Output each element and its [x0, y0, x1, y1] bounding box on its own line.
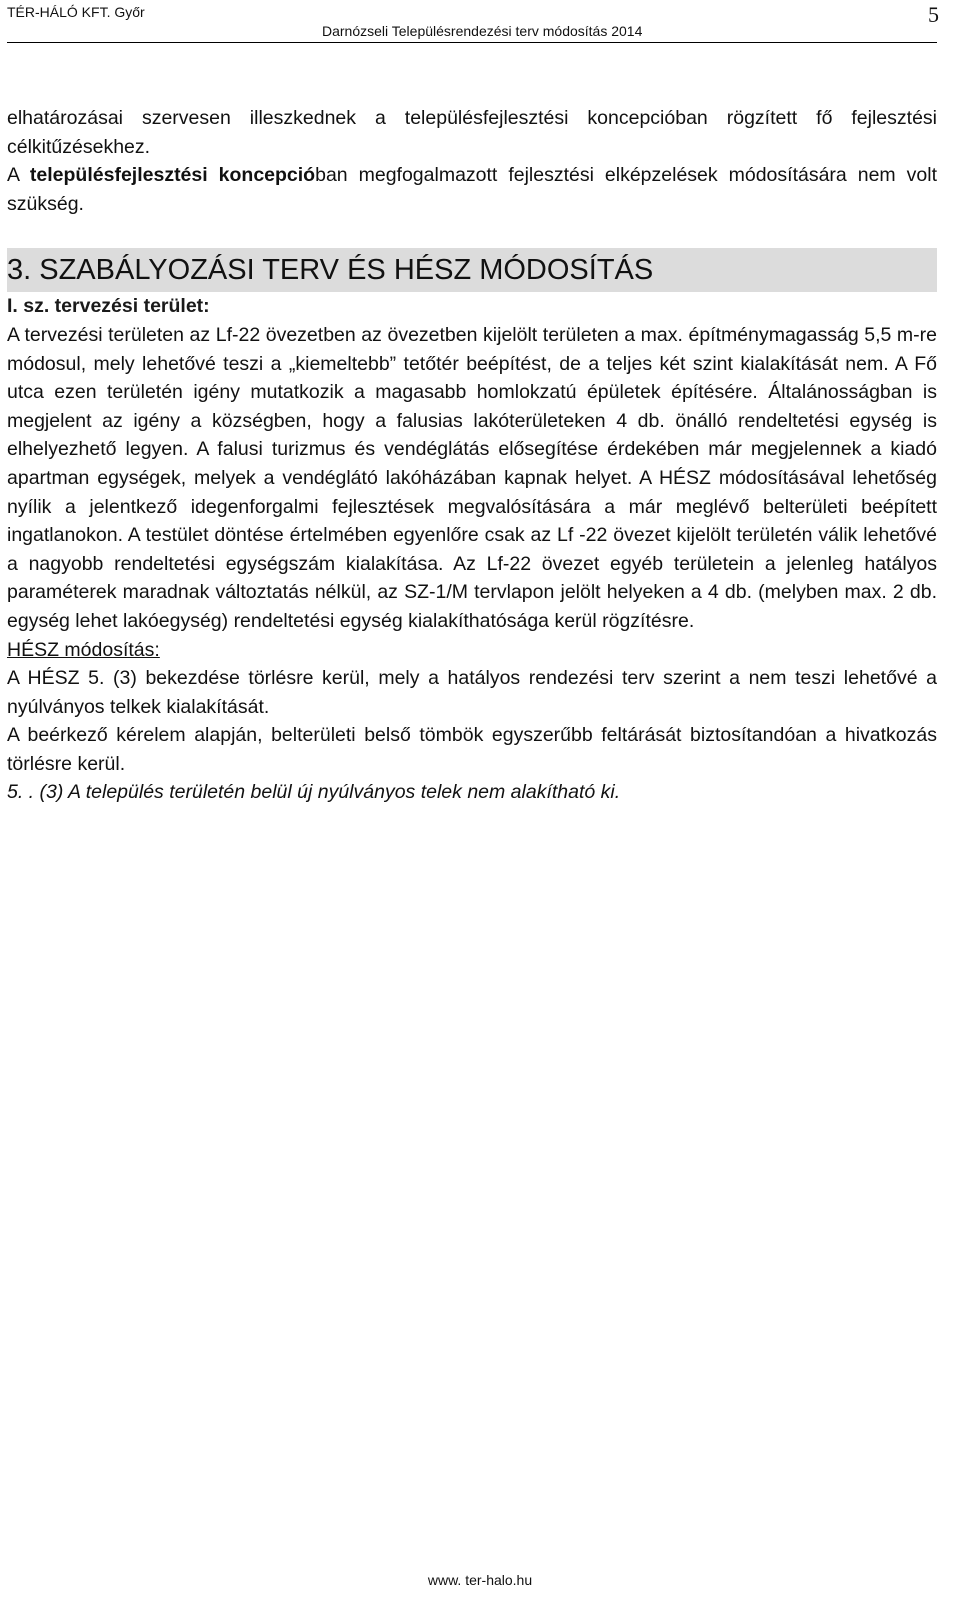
intro-text-c: ban megfogalmazott fejlesztési elképzelések módosítására nem volt szükség.	[7, 164, 937, 215]
page-number: 5	[928, 2, 939, 27]
section-title: 3. SZABÁLYOZÁSI TERV ÉS HÉSZ MÓDOSÍTÁS	[7, 254, 654, 287]
page-header	[7, 0, 937, 43]
hesz-heading: HÉSZ módosítás:	[7, 638, 160, 661]
hesz-quoted-rule-text: 5. . (3) A település területén belül új nyúlványos telek nem alakítható ki.	[7, 781, 621, 804]
document-body	[7, 104, 937, 807]
intro-paragraph-1: elhatározásai szervesen illeszkednek a településfejlesztési koncepcióban rögzített fő fejlesztési célkitűzésekhez.	[7, 107, 937, 158]
subsection-body: A tervezési területen az Lf-22 övezetben az övezetben kijelölt területen a max. építménymagasság 5,5 m-re módosul, mely lehetővé teszi a „kiemeltebb” tetőtér beépítést, de a teljes két szint kialakítását nem. A Fő utca ezen területén igény mutatkozik a magasabb homlokzatú épületek építésére. Általánosságban is megjelent az igény a községben, hogy a falusias lakóterületeken 4 db. önálló rendeltetési egység is elhelyezhető legyen. A falusi turizmus és vendéglátás elősegítése érdekében már megjelennek a kiadó apartman egységek, melyek a vendéglátó lakóházában kapnak helyet. A HÉSZ módosításával lehetőség nyílik a jelentkező idegenforgalmi fejlesztések megvalósítására a már meglévő belterületi beépített ingatlanokon. A testület döntése értelmében egyenlőre csak az Lf -22 övezet kijelölt területén válik lehetővé a nagyobb rendeltetési egységszám kialakítása. Az Lf-22 övezet egyéb területein a jelenleg hatályos paraméterek maradnak változtatás nélkül, az SZ-1/M tervlapon jelölt helyeken a 4 db. (melyben max. 2 db. egység lehet lakóegység) rendeltetési egység kialakíthatósága kerül rögzítésre.	[7, 323, 937, 632]
document-title: Darnózseli Településrendezési terv módosítás 2014	[322, 23, 643, 39]
intro-emphasis: településfejlesztési koncepció	[29, 164, 316, 187]
section-heading	[7, 248, 937, 292]
hesz-quoted-rule	[7, 778, 937, 807]
company-name: TÉR-HÁLÓ KFT. Győr	[7, 4, 145, 20]
subsection-title	[7, 292, 937, 321]
footer-url: www. ter-halo.hu	[427, 1572, 533, 1588]
subsection-title-text: I. sz. tervezési terület:	[7, 295, 210, 318]
page-footer	[0, 1572, 960, 1588]
intro-paragraph-2	[7, 161, 937, 218]
intro-text-a: A	[7, 164, 30, 187]
hesz-paragraph-1: A HÉSZ 5. (3) bekezdése törlésre kerül, mely a hatályos rendezési terv szerint a nem teszi lehetővé a nyúlványos telkek kialakítását.	[7, 667, 937, 718]
hesz-paragraph-2: A beérkező kérelem alapján, belterületi belső tömbök egyszerűbb feltárását biztosítandóan a hivatkozás törlésre kerül.	[7, 724, 937, 775]
